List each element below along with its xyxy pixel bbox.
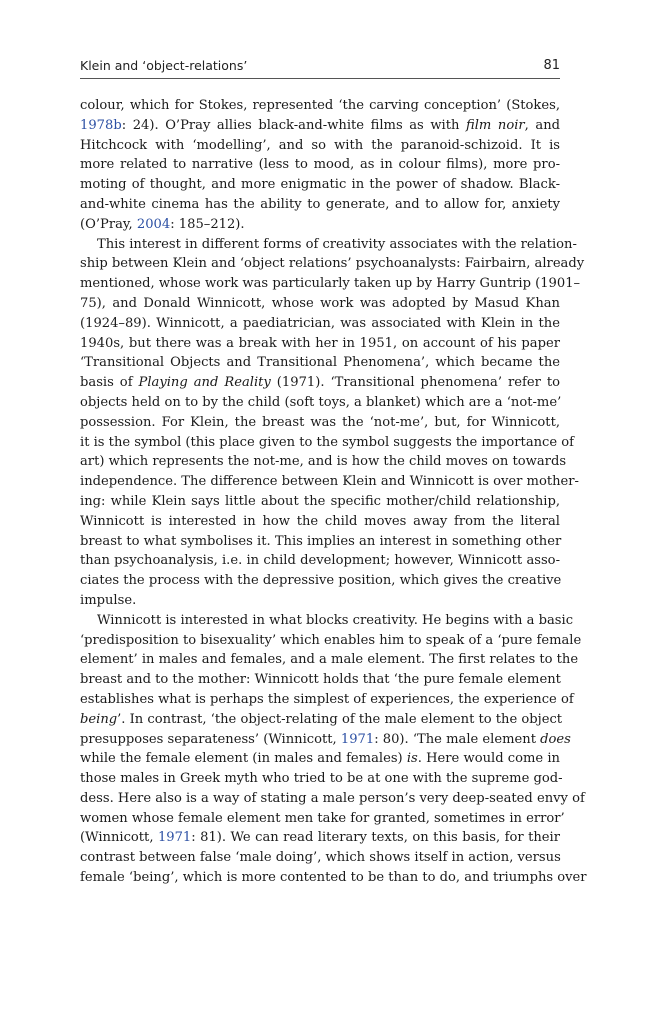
text-line — [80, 591, 560, 611]
text-line — [80, 413, 560, 433]
text-segment: more related to narrative (less to mood, as in colour films), more pro- — [80, 157, 560, 173]
text-segment: 1940s, but there was a break with her in 1951, on account of his paper — [80, 335, 560, 351]
citation-link[interactable]: 2004 — [136, 216, 171, 232]
text-segment: : 80). ‘The male element — [374, 731, 541, 747]
text-line — [80, 749, 560, 769]
text-segment: (Winnicott, — [80, 830, 158, 846]
body-text — [80, 96, 587, 888]
text-line — [80, 690, 574, 710]
text-segment: impulse. — [80, 592, 137, 608]
text-line — [80, 769, 563, 789]
text-line — [80, 670, 560, 690]
text-segment: 75), and Donald Winnicott, whose work was adopted by Masud Khan — [80, 295, 560, 311]
text-segment: contrast between false ‘male doing’, which shows itself in action, versus — [80, 850, 561, 866]
text-line — [80, 235, 577, 255]
text-line — [80, 512, 560, 532]
text-segment: This interest in different forms of creativity associates with the relation- — [97, 236, 577, 252]
text-line — [80, 532, 560, 552]
text-line — [80, 631, 582, 651]
italic-text: does — [540, 731, 571, 747]
text-line — [80, 492, 560, 512]
text-line — [80, 116, 560, 136]
text-segment: Hitchcock with ‘modelling’, and so with the paranoid-schizoid. It is — [80, 137, 560, 153]
text-line — [80, 294, 560, 314]
text-segment: those males in Greek myth who tried to be at one with the supreme god- — [80, 771, 563, 787]
text-line — [80, 848, 560, 868]
text-segment: women whose female element men take for granted, sometimes in error’ — [80, 810, 565, 826]
text-segment: objects held on to by the child (soft toys, a blanket) which are a ‘not-me’ — [80, 394, 562, 410]
paragraph — [80, 96, 560, 235]
text-segment: : 81). We can read literary texts, on this basis, for their — [191, 830, 560, 846]
text-line — [80, 353, 560, 373]
text-line — [80, 730, 571, 750]
text-segment: possession. For Klein, the breast was the ‘not-me’, but, for Winnicott, — [80, 414, 560, 430]
running-head — [80, 58, 560, 79]
text-segment: ’. In contrast, ‘the object-relating of the male element to the object — [117, 711, 563, 727]
text-segment: ciates the process with the depressive position, which gives the creative — [80, 573, 562, 589]
text-line — [80, 710, 563, 730]
running-head-title: Klein and ‘object-relations’ — [80, 58, 248, 73]
text-segment: dess. Here also is a way of stating a male person’s very deep-seated envy of — [80, 790, 585, 806]
text-segment: Winnicott is interested in how the child moves away from the literal — [80, 513, 560, 529]
text-line — [80, 551, 560, 571]
text-line — [80, 274, 581, 294]
text-segment: ing: while Klein says little about the specific mother/child relationship, — [80, 493, 560, 509]
text-line — [80, 809, 565, 829]
text-line — [80, 175, 560, 195]
text-line — [80, 254, 585, 274]
text-segment: (1924–89). Winnicott, a paediatrician, was associated with Klein in the — [80, 315, 560, 331]
paragraph — [80, 235, 585, 611]
text-segment: ‘Transitional Objects and Transitional Phenomena’, which became the — [80, 355, 560, 371]
text-segment: (O’Pray, — [80, 216, 137, 232]
text-segment: colour, which for Stokes, represented ‘the carving conception’ (Stokes, — [80, 98, 560, 113]
text-line — [80, 868, 587, 888]
text-segment: breast to what symbolises it. This implies an interest in something other — [80, 533, 562, 549]
italic-text: being — [80, 711, 118, 727]
text-segment: element’ in males and females, and a male element. The first relates to the — [80, 652, 579, 668]
text-segment: (1971). ‘Transitional phenomena’ refer to — [270, 375, 560, 391]
text-segment: ‘predisposition to bisexuality’ which enables him to speak of a ‘pure female — [80, 632, 582, 648]
text-line — [80, 828, 560, 848]
text-line — [80, 215, 560, 235]
text-segment: it is the symbol (this place given to the symbol suggests the importance of — [80, 434, 575, 450]
text-line — [80, 611, 574, 631]
text-segment: . Here would come in — [417, 751, 560, 767]
text-line — [80, 136, 560, 156]
italic-text: is — [406, 751, 418, 767]
text-line — [80, 789, 585, 809]
text-segment: : 24). O’Pray allies black-and-white films as with — [121, 117, 466, 133]
text-segment: : 185–212). — [170, 216, 245, 232]
text-segment: establishes what is perhaps the simplest of experiences, the experience of — [80, 691, 574, 707]
text-line — [80, 452, 567, 472]
text-line — [80, 195, 560, 215]
text-segment: breast and to the mother: Winnicott holds that ‘the pure female element — [80, 672, 561, 688]
text-segment: ship between Klein and ‘object relations’ psychoanalysts: Fairbairn, already — [80, 256, 585, 272]
text-line — [80, 472, 579, 492]
text-segment: art) which represents the not-me, and is how the child moves on towards — [80, 454, 567, 470]
paragraph — [80, 611, 587, 888]
text-line — [80, 373, 560, 393]
text-line — [80, 650, 579, 670]
text-line — [80, 155, 560, 175]
text-line — [80, 314, 560, 334]
text-line — [80, 571, 560, 591]
text-segment: moting of thought, and more enigmatic in the power of shadow. Black- — [80, 177, 560, 193]
text-segment: female ‘being’, which is more contented to be than to do, and triumphs over — [80, 870, 587, 886]
text-line — [80, 334, 560, 354]
italic-text: film noir — [465, 117, 525, 133]
text-segment: mentioned, whose work was particularly taken up by Harry Guntrip (1901– — [80, 276, 581, 292]
italic-text: Playing and Reality — [138, 375, 271, 391]
text-segment: basis of — [80, 375, 139, 391]
citation-link[interactable]: 1978b — [80, 117, 122, 133]
text-segment: presupposes separateness’ (Winnicott, — [80, 731, 341, 747]
text-segment: than psychoanalysis, i.e. in child development; however, Winnicott asso- — [80, 553, 560, 569]
citation-link[interactable]: 1971 — [157, 830, 192, 846]
text-segment: , and — [524, 117, 561, 133]
text-segment: and-white cinema has the ability to generate, and to allow for, anxiety — [80, 196, 560, 212]
text-segment: independence. The difference between Klein and Winnicott is over mother- — [80, 474, 579, 490]
citation-link[interactable]: 1971 — [340, 731, 375, 747]
text-line — [80, 393, 560, 413]
text-segment: Winnicott is interested in what blocks creativity. He begins with a basic — [97, 612, 574, 628]
text-line — [80, 433, 575, 453]
text-line — [80, 96, 560, 116]
page-number: 81 — [543, 58, 560, 73]
text-segment: while the female element (in males and females) — [80, 751, 407, 767]
